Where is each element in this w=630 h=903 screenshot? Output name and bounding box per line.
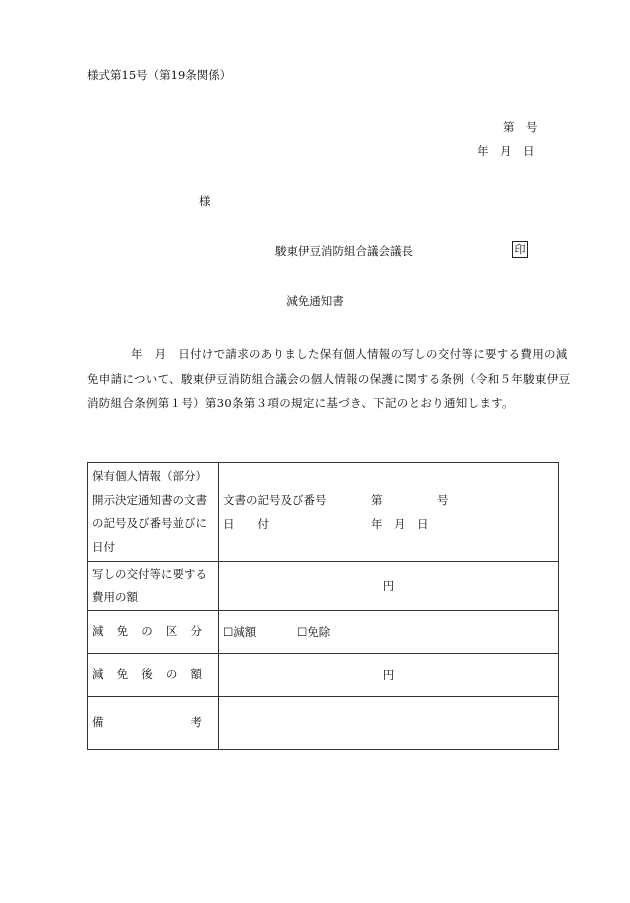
go-mark: 号 <box>437 493 449 507</box>
dai-mark: 第 <box>371 493 383 507</box>
issue-date: 年 月 日 <box>477 144 535 158</box>
reduction-type-options <box>219 611 559 654</box>
amount-after-yen: 円 <box>219 654 559 697</box>
seal-mark: 印 <box>512 241 528 258</box>
reduction-type-label: 減 免 の 区 分 <box>88 611 219 654</box>
doc-number-label: 文書の記号及び番号 <box>223 493 327 507</box>
disclosure-notice-value <box>219 463 559 562</box>
notice-table <box>87 462 559 750</box>
table-row <box>88 697 559 750</box>
date-label: 日 付 <box>223 517 269 531</box>
table-row <box>88 611 559 654</box>
amount-after-label: 減 免 後 の 額 <box>88 654 219 697</box>
disclosure-notice-label: 保有個人情報（部分）開示決定通知書の文書の記号及び番号並びに日付 <box>88 463 219 562</box>
body-paragraph: 年 月 日付けで請求のありました保有個人情報の写しの交付等に要する費用の減免申請について、駿東伊豆消防組合議会の個人情報の保護に関する条例（令和５年駿東伊豆消防組合条例第１号）第30条第３項の規定に基づき、下記のとおり通知します。 <box>87 347 571 410</box>
table-row <box>88 562 559 611</box>
table-row <box>88 463 559 562</box>
addressee: 様 <box>199 194 211 208</box>
remarks-value <box>219 697 559 750</box>
date-value: 年 月 日 <box>371 517 429 531</box>
exemption-checkbox[interactable]: ☐免除 <box>297 625 331 639</box>
fee-label: 写しの交付等に要する費用の額 <box>88 562 219 611</box>
form-number: 様式第15号（第19条関係） <box>87 68 232 82</box>
table-row <box>88 654 559 697</box>
sender-name: 駿東伊豆消防組合議会議長 <box>275 244 413 258</box>
remarks-label: 備 考 <box>88 697 219 750</box>
document-title: 減免通知書 <box>286 294 344 308</box>
fee-yen: 円 <box>219 562 559 611</box>
reduction-checkbox[interactable]: ☐減額 <box>223 625 257 639</box>
issue-number: 第 号 <box>503 120 538 134</box>
